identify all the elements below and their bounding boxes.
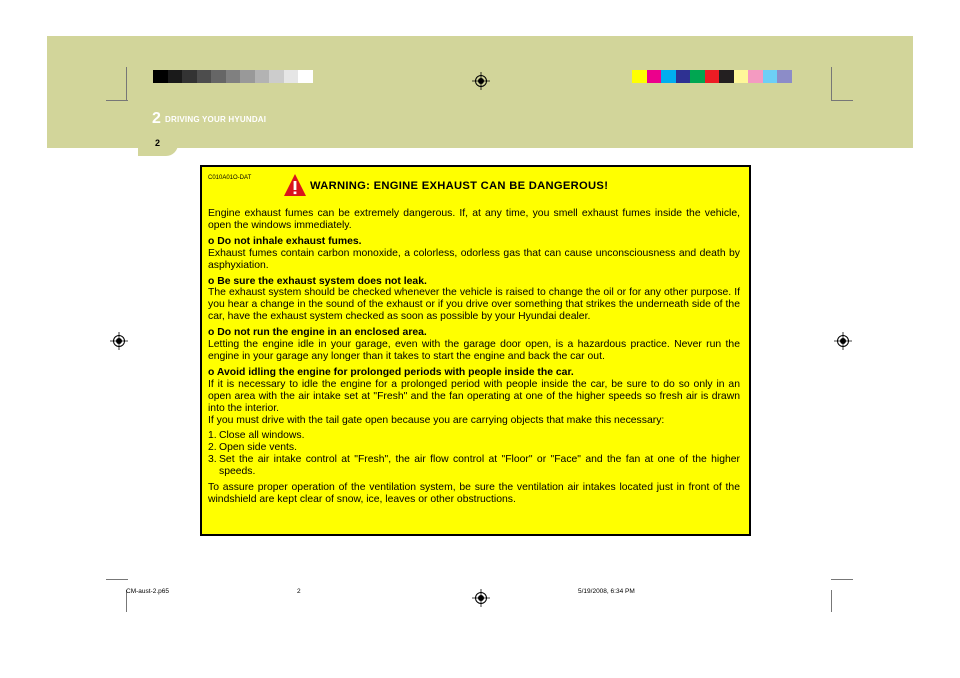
tailgate-paragraph: If you must drive with the tail gate open because you are carrying objects that make this necessary: [208,414,665,426]
section [208,236,740,272]
color-swatch [211,70,226,83]
footer-page-number: 2 [297,588,301,595]
crop-mark [831,590,832,612]
step-text: Set the air intake control at "Fresh", the air flow control at "Floor" or "Face" and the fan at one of the higher speeds. [219,454,740,478]
color-swatch [182,70,197,83]
section-text: If it is necessary to idle the engine for a prolonged period with people inside the car, be sure to do so only in an open area with the air intake set at "Fresh" and the fan operating at one of the higher speeds so fresh air is drawn into the interior. [208,378,740,414]
document-code: C010A01O-DAT [208,175,252,181]
page-number: 2 [155,138,161,148]
step-text: Close all windows. [219,430,305,442]
section [208,276,740,324]
chapter-number: 2 [152,110,161,127]
color-swatch [226,70,241,83]
section-text: Exhaust fumes contain carbon monoxide, a colorless, odorless gas that can cause unconsciousness and death by asphyxiation. [208,247,740,271]
section-text: The exhaust system should be checked whenever the vehicle is raised to change the oil or for any other purpose. If you hear a change in the sound of the exhaust or if you drive over something that strikes the underneath side of the car, have the exhaust system checked as soon as possible by your Hyundai dealer. [208,287,740,323]
footer-timestamp: 5/19/2008, 6:34 PM [578,588,635,595]
steps-list [208,430,740,478]
section [208,367,740,415]
color-swatch [748,70,763,83]
color-swatch [240,70,255,83]
list-item [208,430,740,442]
warning-title: WARNING: ENGINE EXHAUST CAN BE DANGEROUS! [310,180,609,192]
section-heading: o Do not run the engine in an enclosed area. [208,327,427,339]
header-band [47,36,913,148]
warning-triangle-icon [283,173,307,197]
color-swatch [153,70,168,83]
crop-mark [106,100,128,101]
color-swatch [661,70,676,83]
section-heading: o Do not inhale exhaust fumes. [208,235,362,247]
crop-mark [831,100,853,101]
step-number: 3. [208,454,217,466]
color-calibration-bar [632,70,792,83]
closing-paragraph: To assure proper operation of the ventilation system, be sure the ventilation air intakes located just in front of the windshield are kept clear of snow, ice, leaves or other obstructions. [208,482,740,505]
crop-mark [831,579,853,580]
color-swatch [298,70,313,83]
color-swatch [777,70,792,83]
warning-body [208,208,740,506]
step-number: 2. [208,442,217,454]
registration-mark-icon [472,72,490,90]
color-swatch [763,70,778,83]
crop-mark [126,67,127,101]
color-swatch [676,70,691,83]
section-text: Letting the engine idle in your garage, even with the garage door open, is a hazardous practice. Never run the engine in your garage any longer than it takes to start the engine and back the car out. [208,339,740,362]
color-swatch [690,70,705,83]
color-swatch [269,70,284,83]
warning-box [200,165,751,536]
section [208,327,740,363]
color-swatch [255,70,270,83]
registration-mark-icon [834,332,852,350]
footer-file-name: CM-aust-2.p65 [126,588,169,595]
crop-mark [831,67,832,101]
color-swatch [734,70,749,83]
step-text: Open side vents. [219,442,297,454]
grayscale-calibration-bar [153,70,313,83]
color-swatch [705,70,720,83]
color-swatch [632,70,647,83]
registration-mark-icon [110,332,128,350]
section-heading: o Avoid idling the engine for prolonged periods with people inside the car. [208,366,574,378]
list-item [208,454,740,478]
color-swatch [719,70,734,83]
crop-mark [106,579,128,580]
chapter-title: DRIVING YOUR HYUNDAI [165,115,267,124]
color-swatch [284,70,299,83]
registration-mark-icon [472,589,490,607]
color-swatch [197,70,212,83]
color-swatch [168,70,183,83]
step-number: 1. [208,430,217,442]
intro-paragraph: Engine exhaust fumes can be extremely dangerous. If, at any time, you smell exhaust fumes inside the vehicle, open the windows immediately. [208,208,740,231]
section-heading: o Be sure the exhaust system does not leak. [208,275,427,287]
color-swatch [647,70,662,83]
list-item [208,442,740,454]
